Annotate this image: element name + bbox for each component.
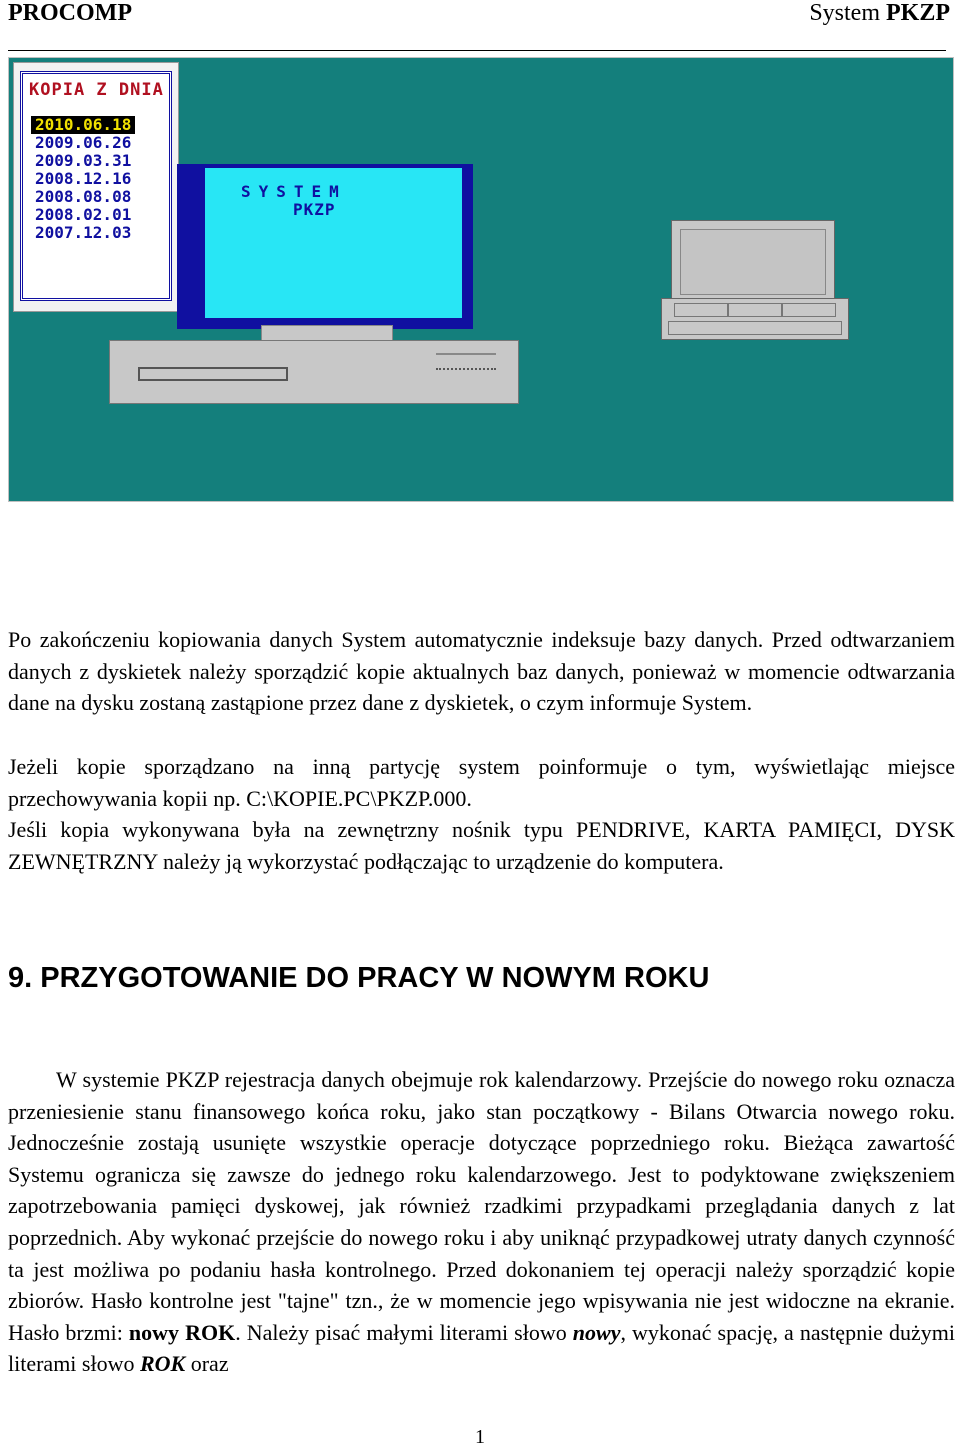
header-system bbox=[809, 0, 950, 27]
printer-key bbox=[728, 303, 782, 317]
body-text: . Należy pisać małymi literami słowo bbox=[235, 1319, 573, 1345]
printer-base bbox=[661, 298, 849, 340]
computer-case-icon bbox=[109, 340, 519, 404]
backup-date-item[interactable]: 2008.08.08 bbox=[35, 187, 132, 206]
drive-slot bbox=[138, 367, 288, 381]
backup-date-frame bbox=[20, 71, 172, 301]
paragraph-indexing: Po zakończeniu kopiowania danych System automatycznie indeksuje bazy danych. Przed odtwarzaniem danych z dyskietek należy sporządzić kopie aktualnych baz danych, ponieważ w momencie odtwarzania dane na dysku zostaną zastąpione przez dane z dyskietek, o czym informuje System. bbox=[8, 627, 955, 716]
paragraph-new-year bbox=[8, 1064, 955, 1380]
screen-title-system: SYSTEM bbox=[241, 182, 347, 201]
backup-panel-title: KOPIA Z DNIA bbox=[29, 80, 164, 100]
restore-screenshot bbox=[8, 57, 954, 502]
backup-date-item[interactable]: 2008.02.01 bbox=[35, 205, 132, 224]
backup-date-panel bbox=[13, 62, 179, 312]
backup-date-item[interactable]: 2007.12.03 bbox=[35, 223, 132, 242]
case-vent-dots bbox=[436, 368, 496, 378]
body-text: W systemie PKZP rejestracja danych obejmuje rok kalendarzowy. Przejście do nowego roku oznacza przeniesienie stanu finansowego końca roku, jako stan początkowy - Bilans Otwarcia nowego roku. Jednocześnie zostają usunięte wszystkie operacje dotyczące poprzedniego roku. Bieżąca zawartość Systemu ogranicza się zawsze do jednego roku kalendarzowego. Jest to podyktowane zwiększeniem zapotrzebowania pamięci dyskowej, jak również rzadkimi przypadkami przeglądania danych z lat poprzednich. Aby wykonać przejście do nowego roku i aby uniknąć przypadkowej utraty danych czynność ta jest możliwa po podaniu hasła kontrolnego. Przed dokonaniem tej operacji należy sporządzić kopie zbiorów. Hasło kontrolne jest "tajne" tzn., że w momencie jego wpisywania nie jest widoczne na ekranie. Hasło brzmi: bbox=[8, 1067, 955, 1345]
word-uppercase: ROK bbox=[139, 1351, 186, 1377]
backup-date-item[interactable]: 2010.06.18 bbox=[31, 116, 135, 134]
backup-date-item[interactable]: 2009.06.26 bbox=[35, 133, 132, 152]
section-heading: 9. PRZYGOTOWANIE DO PRACY W NOWYM ROKU bbox=[8, 962, 710, 994]
printer-paper-slot bbox=[668, 321, 842, 335]
header-company: PROCOMP bbox=[8, 0, 132, 26]
case-led-line bbox=[436, 353, 496, 355]
printer-key bbox=[674, 303, 728, 317]
password-text: nowy ROK bbox=[128, 1319, 236, 1345]
backup-date-item[interactable]: 2009.03.31 bbox=[35, 151, 132, 170]
paragraph-external-media: Jeśli kopia wykonywana była na zewnętrzny nośnik typu PENDRIVE, KARTA PAMIĘCI, DYSK ZEWNĘTRZNY należy ją wykorzystać podłączając to urządzenie do komputera. bbox=[8, 817, 955, 874]
page-number: 1 bbox=[475, 1426, 485, 1448]
backup-date-item[interactable]: 2008.12.16 bbox=[35, 169, 132, 188]
word-lowercase: nowy bbox=[572, 1319, 621, 1345]
printer-icon bbox=[671, 220, 835, 302]
header-system-name: PKZP bbox=[886, 0, 950, 26]
paragraph-partition: Jeżeli kopie sporządzano na inną partycję system poinformuje o tym, wyświetlając miejsce przechowywania kopii np. C:\KOPIE.PC\PKZP.000. bbox=[8, 754, 955, 811]
printer-key bbox=[782, 303, 836, 317]
printer-panel bbox=[680, 229, 826, 295]
backup-date-list bbox=[31, 116, 135, 242]
body-text: oraz bbox=[185, 1351, 229, 1377]
body-text: , wykonać spację, a następnie dużymi literami słowo bbox=[8, 1319, 955, 1377]
header-system-prefix: System bbox=[809, 0, 880, 26]
screen-title-pkzp: PKZP bbox=[293, 200, 336, 219]
header-rule bbox=[8, 50, 946, 51]
